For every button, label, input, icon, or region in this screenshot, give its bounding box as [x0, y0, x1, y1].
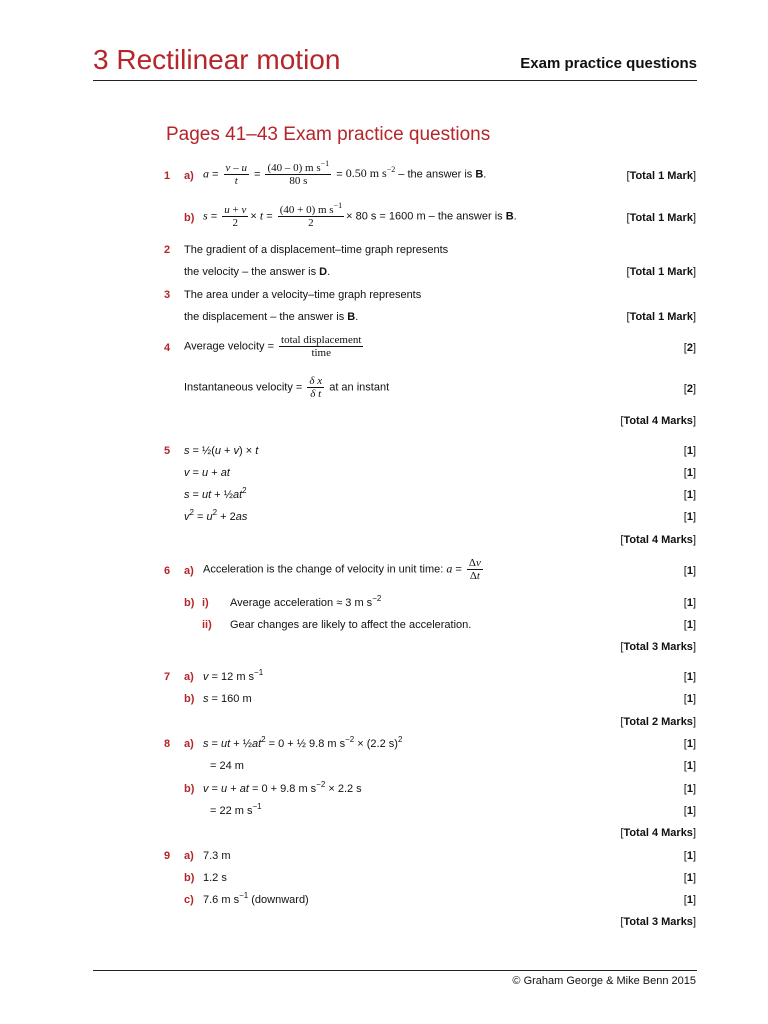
q9b-text: 1.2 s: [203, 872, 227, 884]
q8b-result: = 22 m $s^{-1}$: [210, 802, 262, 817]
q5-row-3: [0, 486, 768, 509]
q3-row: [0, 289, 768, 309]
q6a-text: Acceleration is the change of velocity in unit time: a = $\frac{\Delta v}{\Delta t}$: [203, 557, 481, 582]
q2-text: The gradient of a displacement–time graph represents: [184, 244, 449, 256]
q8b-text: v = u + at = 0 + 9.8 m $s^{-2} \times 2.2$ s: [203, 780, 362, 795]
q4-row: [0, 334, 768, 362]
q9c-row: [0, 891, 768, 914]
mark: [1]: [683, 738, 696, 750]
mark: [1]: [683, 489, 696, 501]
mark: [1]: [683, 894, 696, 906]
q4-average: Average velocity = $\frac{\text{total displacement}}{\text{time}}$: [184, 334, 362, 359]
mark: [1]: [683, 511, 696, 523]
q5-row-4: [0, 508, 768, 531]
q6bi-row: [0, 594, 768, 617]
mark: [1]: [683, 671, 696, 683]
q7b-text: s = 160 m: [203, 693, 252, 705]
mark: [1]: [683, 783, 696, 795]
q3-text: The area under a velocity–time graph represents: [184, 289, 422, 301]
equation: s = ut + $\frac{1}{2}at^2$: [184, 486, 247, 501]
total-mark: [Total 3 Marks]: [620, 641, 696, 653]
q8a-result: = 24 m: [210, 760, 244, 772]
q8b2-row: [0, 802, 768, 825]
mark: [1]: [683, 467, 696, 479]
equation: s = ½(u + v) × t: [184, 445, 259, 457]
q7b-row: [0, 693, 768, 713]
part-label: a): [184, 850, 194, 862]
q6a-row: [0, 557, 768, 585]
question-number: 3: [164, 289, 171, 301]
q3-row-2: [0, 311, 768, 331]
part-label: b): [184, 212, 195, 224]
q1b-equation: s = $\frac{u + v}{2}$ × t = $\frac{(40 + 0) m s^{-1}}{2}$ × 80 s = 1600 m – the answer is B.: [203, 201, 517, 229]
q1a-row: [0, 159, 768, 190]
part-label: a): [184, 565, 194, 577]
mark: [Total 1 Mark]: [626, 311, 696, 323]
mark: [2]: [683, 342, 696, 354]
question-number: 7: [164, 671, 171, 683]
mark: [1]: [683, 850, 696, 862]
mark: [1]: [683, 565, 696, 577]
q2-answer-text: the velocity – the answer is D.: [184, 266, 331, 278]
mark: [Total 1 Mark]: [626, 170, 696, 182]
q9-total-row: [0, 916, 768, 936]
page-heading: Pages 41–43 Exam practice questions: [166, 124, 491, 145]
mark: [1]: [683, 445, 696, 457]
q6bi-text: Average acceleration ≈ 3 m $s^{-2}$: [230, 594, 382, 609]
q1a-equation: a = $\frac{v - u}{t}$ = $\frac{(40 - 0) m s^{-1}}{80 s}$ = 0.50 m $s^{-2}$ – the answer is B.: [203, 159, 487, 187]
q6bii-row: [0, 619, 768, 639]
total-mark: [Total 4 Marks]: [620, 827, 696, 839]
q5-row-2: [0, 467, 768, 487]
subpart-label: i): [202, 597, 209, 609]
q8a2-row: [0, 760, 768, 780]
total-mark: [Total 4 Marks]: [620, 415, 696, 427]
q5-row-1: [0, 445, 768, 465]
question-number: 4: [164, 342, 171, 354]
section-label: Exam practice questions: [520, 55, 697, 72]
question-number: 2: [164, 244, 171, 256]
mark: [1]: [683, 619, 696, 631]
part-label: c): [184, 894, 194, 906]
q9a-text: 7.3 m: [203, 850, 231, 862]
q4-row-2: [0, 375, 768, 403]
subpart-label: ii): [202, 619, 212, 631]
footer-divider: [93, 970, 697, 971]
mark: [1]: [683, 805, 696, 817]
q4-instantaneous: Instantaneous velocity = $\frac{\text{δ x}}{\text{δ t}}$ at an instant: [184, 375, 390, 400]
q8-total-row: [0, 827, 768, 847]
total-mark: [Total 4 Marks]: [620, 534, 696, 546]
equation: $v^2 = u^2 + 2as$: [184, 508, 248, 523]
q2-row-2: [0, 266, 768, 286]
question-number: 9: [164, 850, 171, 862]
total-mark: [Total 2 Marks]: [620, 716, 696, 728]
mark: [1]: [683, 597, 696, 609]
part-label: b): [184, 597, 195, 609]
q9b-row: [0, 872, 768, 892]
question-number: 6: [164, 565, 171, 577]
question-number: 8: [164, 738, 171, 750]
question-number: 5: [164, 445, 171, 457]
chapter-title: 3 Rectilinear motion: [93, 44, 341, 75]
part-label: a): [184, 738, 194, 750]
q6-total-row: [0, 641, 768, 661]
mark: [2]: [683, 383, 696, 395]
q5-total-row: [0, 534, 768, 554]
q1b-row: [0, 201, 768, 232]
question-number: 1: [164, 170, 171, 182]
q7a-row: [0, 668, 768, 691]
mark: [1]: [683, 760, 696, 772]
mark: [1]: [683, 872, 696, 884]
copyright: © Graham George & Mike Benn 2015: [512, 975, 696, 987]
q9c-text: 7.6 m $s^{-1}$ (downward): [203, 891, 309, 906]
part-label: a): [184, 671, 194, 683]
q9a-row: [0, 850, 768, 870]
q7a-text: v = 12 m $s^{-1}$: [203, 668, 264, 683]
mark: [1]: [683, 693, 696, 705]
mark: [Total 1 Mark]: [626, 266, 696, 278]
part-label: a): [184, 170, 194, 182]
q4-total-row: [0, 415, 768, 435]
q8b-row: [0, 780, 768, 803]
equation: v = u + at: [184, 467, 230, 479]
q8a-row: [0, 735, 768, 758]
part-label: b): [184, 783, 195, 795]
q2-row: [0, 244, 768, 264]
header-divider: [93, 80, 697, 81]
total-mark: [Total 3 Marks]: [620, 916, 696, 928]
mark: [Total 1 Mark]: [626, 212, 696, 224]
q6bii-text: Gear changes are likely to affect the acceleration.: [230, 619, 472, 631]
q8a-text: s = ut + $\frac{1}{2}at^2 = 0$ + ½ 9.8 m $s^{-2} \times (2.2$ s)$^2$: [203, 735, 403, 750]
part-label: b): [184, 693, 195, 705]
q7-total-row: [0, 716, 768, 736]
q3-answer-text: the displacement – the answer is B.: [184, 311, 359, 323]
part-label: b): [184, 872, 195, 884]
